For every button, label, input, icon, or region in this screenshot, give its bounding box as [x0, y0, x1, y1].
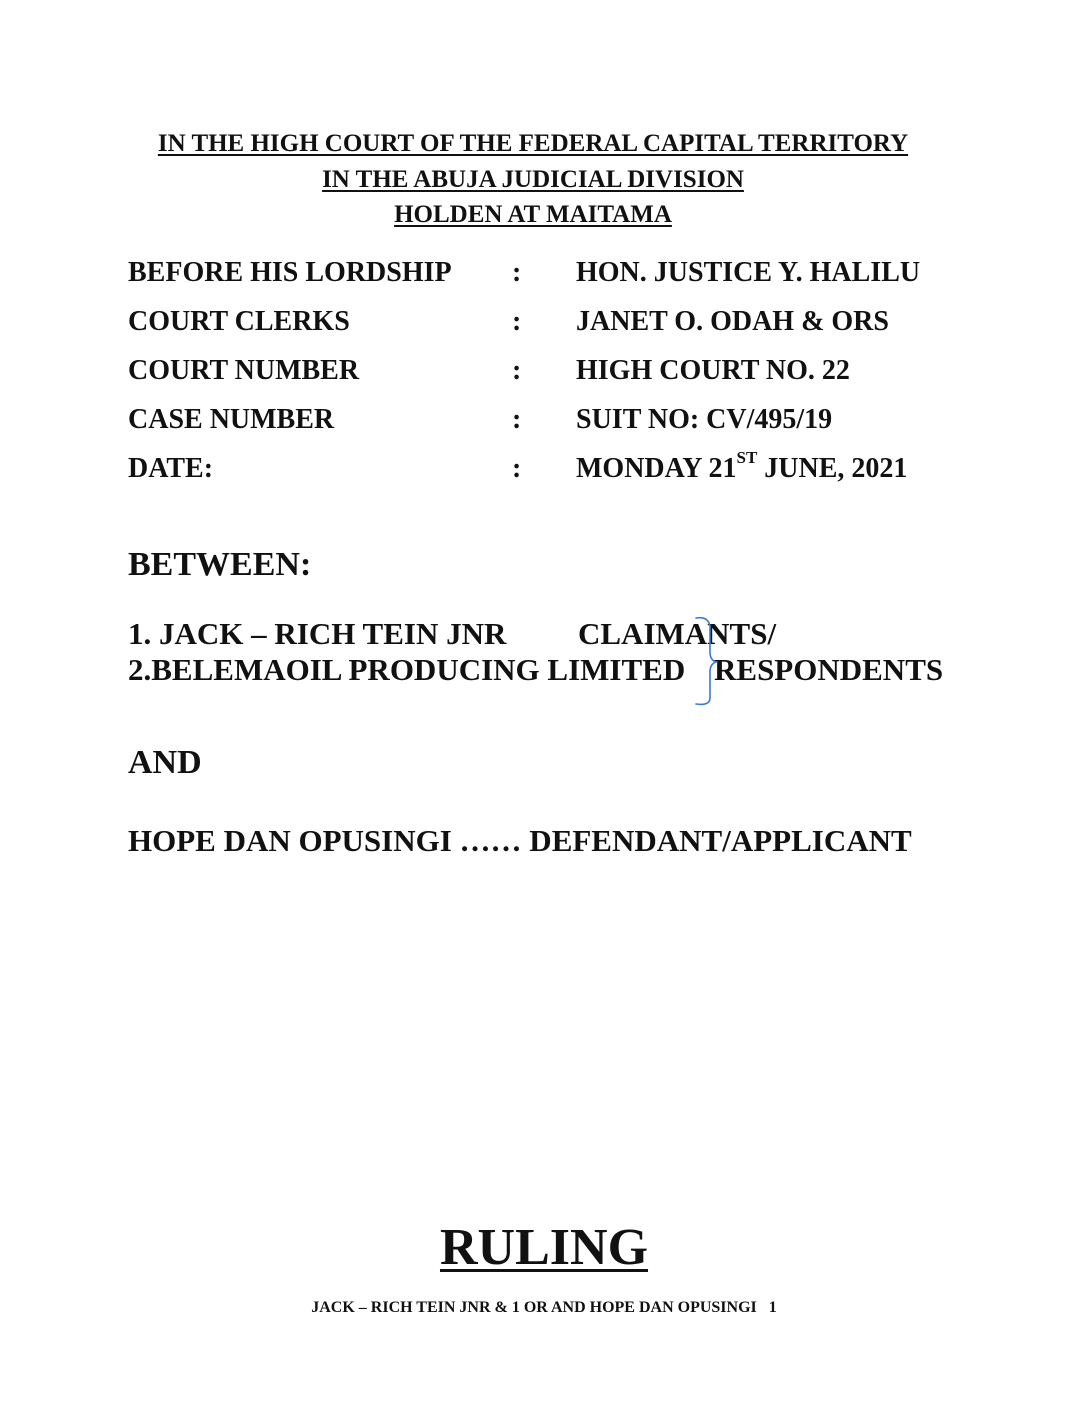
footer-text: JACK – RICH TEIN JNR & 1 OR AND HOPE DAN OPUSINGI	[311, 1299, 757, 1316]
party-claimant-1	[128, 616, 777, 651]
detail-label: COURT NUMBER	[128, 355, 360, 386]
document-title: RULING	[439, 1219, 649, 1276]
date-suffix: JUNE, 2021	[757, 453, 908, 484]
detail-label: BEFORE HIS LORDSHIP	[128, 257, 452, 288]
detail-label: COURT CLERKS	[128, 306, 350, 337]
detail-colon: :	[512, 453, 522, 484]
claimant-name-1: 1. JACK – RICH TEIN JNR	[128, 616, 507, 651]
detail-value: SUIT NO: CV/495/19	[576, 404, 833, 435]
page-footer	[0, 1298, 1088, 1318]
detail-colon: :	[512, 257, 522, 288]
brace-annotation-icon	[690, 614, 730, 710]
and-label: AND	[128, 744, 202, 781]
detail-value: HON. JUSTICE Y. HALILU	[576, 257, 921, 288]
detail-colon: :	[512, 306, 522, 337]
judicial-division: IN THE ABUJA JUDICIAL DIVISION	[322, 166, 744, 193]
detail-colon: :	[512, 355, 522, 386]
claimant-role-1: CLAIMANTS/	[578, 616, 777, 651]
court-title: IN THE HIGH COURT OF THE FEDERAL CAPITAL TERRITORY	[157, 130, 909, 157]
detail-label: CASE NUMBER	[128, 404, 335, 435]
detail-value: HIGH COURT NO. 22	[576, 355, 850, 386]
holden-location: HOLDEN AT MAITAMA	[394, 201, 672, 228]
party-defendant: HOPE DAN OPUSINGI …… DEFENDANT/APPLICANT	[128, 823, 912, 858]
claimant-role-2: RESPONDENTS	[714, 652, 944, 687]
detail-value-date	[576, 447, 908, 485]
date-ordinal: ST	[736, 447, 758, 467]
claimant-name-2: 2.BELEMAOIL PRODUCING LIMITED	[128, 652, 686, 687]
between-label: BETWEEN:	[128, 546, 312, 583]
detail-label: DATE:	[128, 453, 214, 484]
party-claimant-2	[128, 652, 944, 687]
page-number: 1	[768, 1299, 777, 1316]
date-prefix: MONDAY 21	[576, 453, 737, 484]
detail-value: JANET O. ODAH & ORS	[576, 306, 889, 337]
detail-colon: :	[512, 404, 522, 435]
